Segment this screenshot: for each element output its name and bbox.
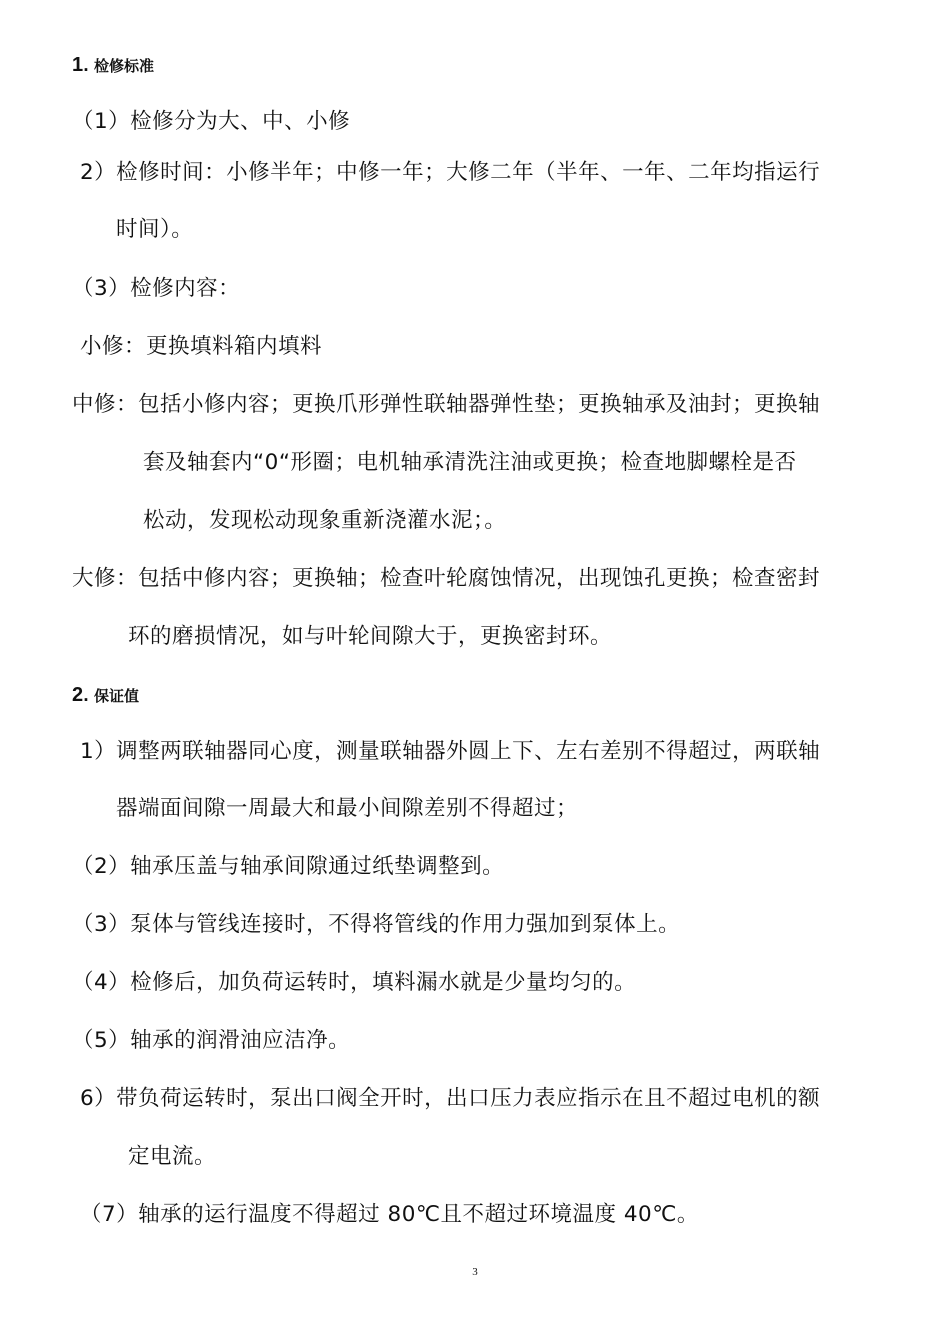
- paragraph-line: （1）检修分为大、中、小修: [72, 109, 351, 134]
- paragraph-line: 时间）。: [116, 217, 194, 242]
- paragraph-line: 器端面间隙一周最大和最小间隙差别不得超过；: [116, 796, 579, 821]
- paragraph-line: （2）轴承压盖与轴承间隙通过纸垫调整到。: [72, 854, 505, 879]
- paragraph-line: 套及轴套内“0“形圈；电机轴承清洗注油或更换；检查地脚螺栓是否: [143, 450, 797, 475]
- section-2-title: . 保证值: [83, 687, 140, 705]
- page-number: 3: [472, 1266, 478, 1278]
- section-1-number: 1: [72, 54, 84, 76]
- paragraph-line: （4）检修后，加负荷运转时，填料漏水就是少量均匀的。: [72, 970, 637, 995]
- section-2-heading: [72, 680, 139, 711]
- paragraph-line: （3）泵体与管线连接时，不得将管线的作用力强加到泵体上。: [72, 912, 681, 937]
- paragraph-line: 松动，发现松动现象重新浇灌水泥；。: [143, 508, 507, 533]
- paragraph-line: 环的磨损情况，如与叶轮间隙大于，更换密封环。: [128, 624, 613, 649]
- paragraph-line: 中修：包括小修内容；更换爪形弹性联轴器弹性垫；更换轴承及油封；更换轴: [72, 392, 821, 417]
- paragraph-line: 6）带负荷运转时，泵出口阀全开时，出口压力表应指示在且不超过电机的额: [80, 1086, 821, 1111]
- paragraph-line: （3）检修内容：: [72, 276, 241, 301]
- paragraph-line: 定电流。: [128, 1144, 217, 1169]
- paragraph-line: 大修：包括中修内容；更换轴；检查叶轮腐蚀情况，出现蚀孔更换；检查密封: [72, 566, 821, 591]
- section-1-heading: [72, 50, 154, 81]
- paragraph-line: （7）轴承的运行温度不得超过 80℃且不超过环境温度 40℃。: [80, 1202, 699, 1227]
- paragraph-line: 1）调整两联轴器同心度，测量联轴器外圆上下、左右差别不得超过，两联轴: [80, 739, 821, 764]
- paragraph-line: 2）检修时间：小修半年；中修一年；大修二年（半年、一年、二年均指运行: [80, 160, 821, 185]
- section-2-number: 2: [72, 684, 84, 706]
- section-1-title: . 检修标准: [83, 57, 155, 75]
- paragraph-line: （5）轴承的润滑油应洁净。: [72, 1028, 351, 1053]
- paragraph-line: 小修：更换填料箱内填料: [80, 334, 323, 359]
